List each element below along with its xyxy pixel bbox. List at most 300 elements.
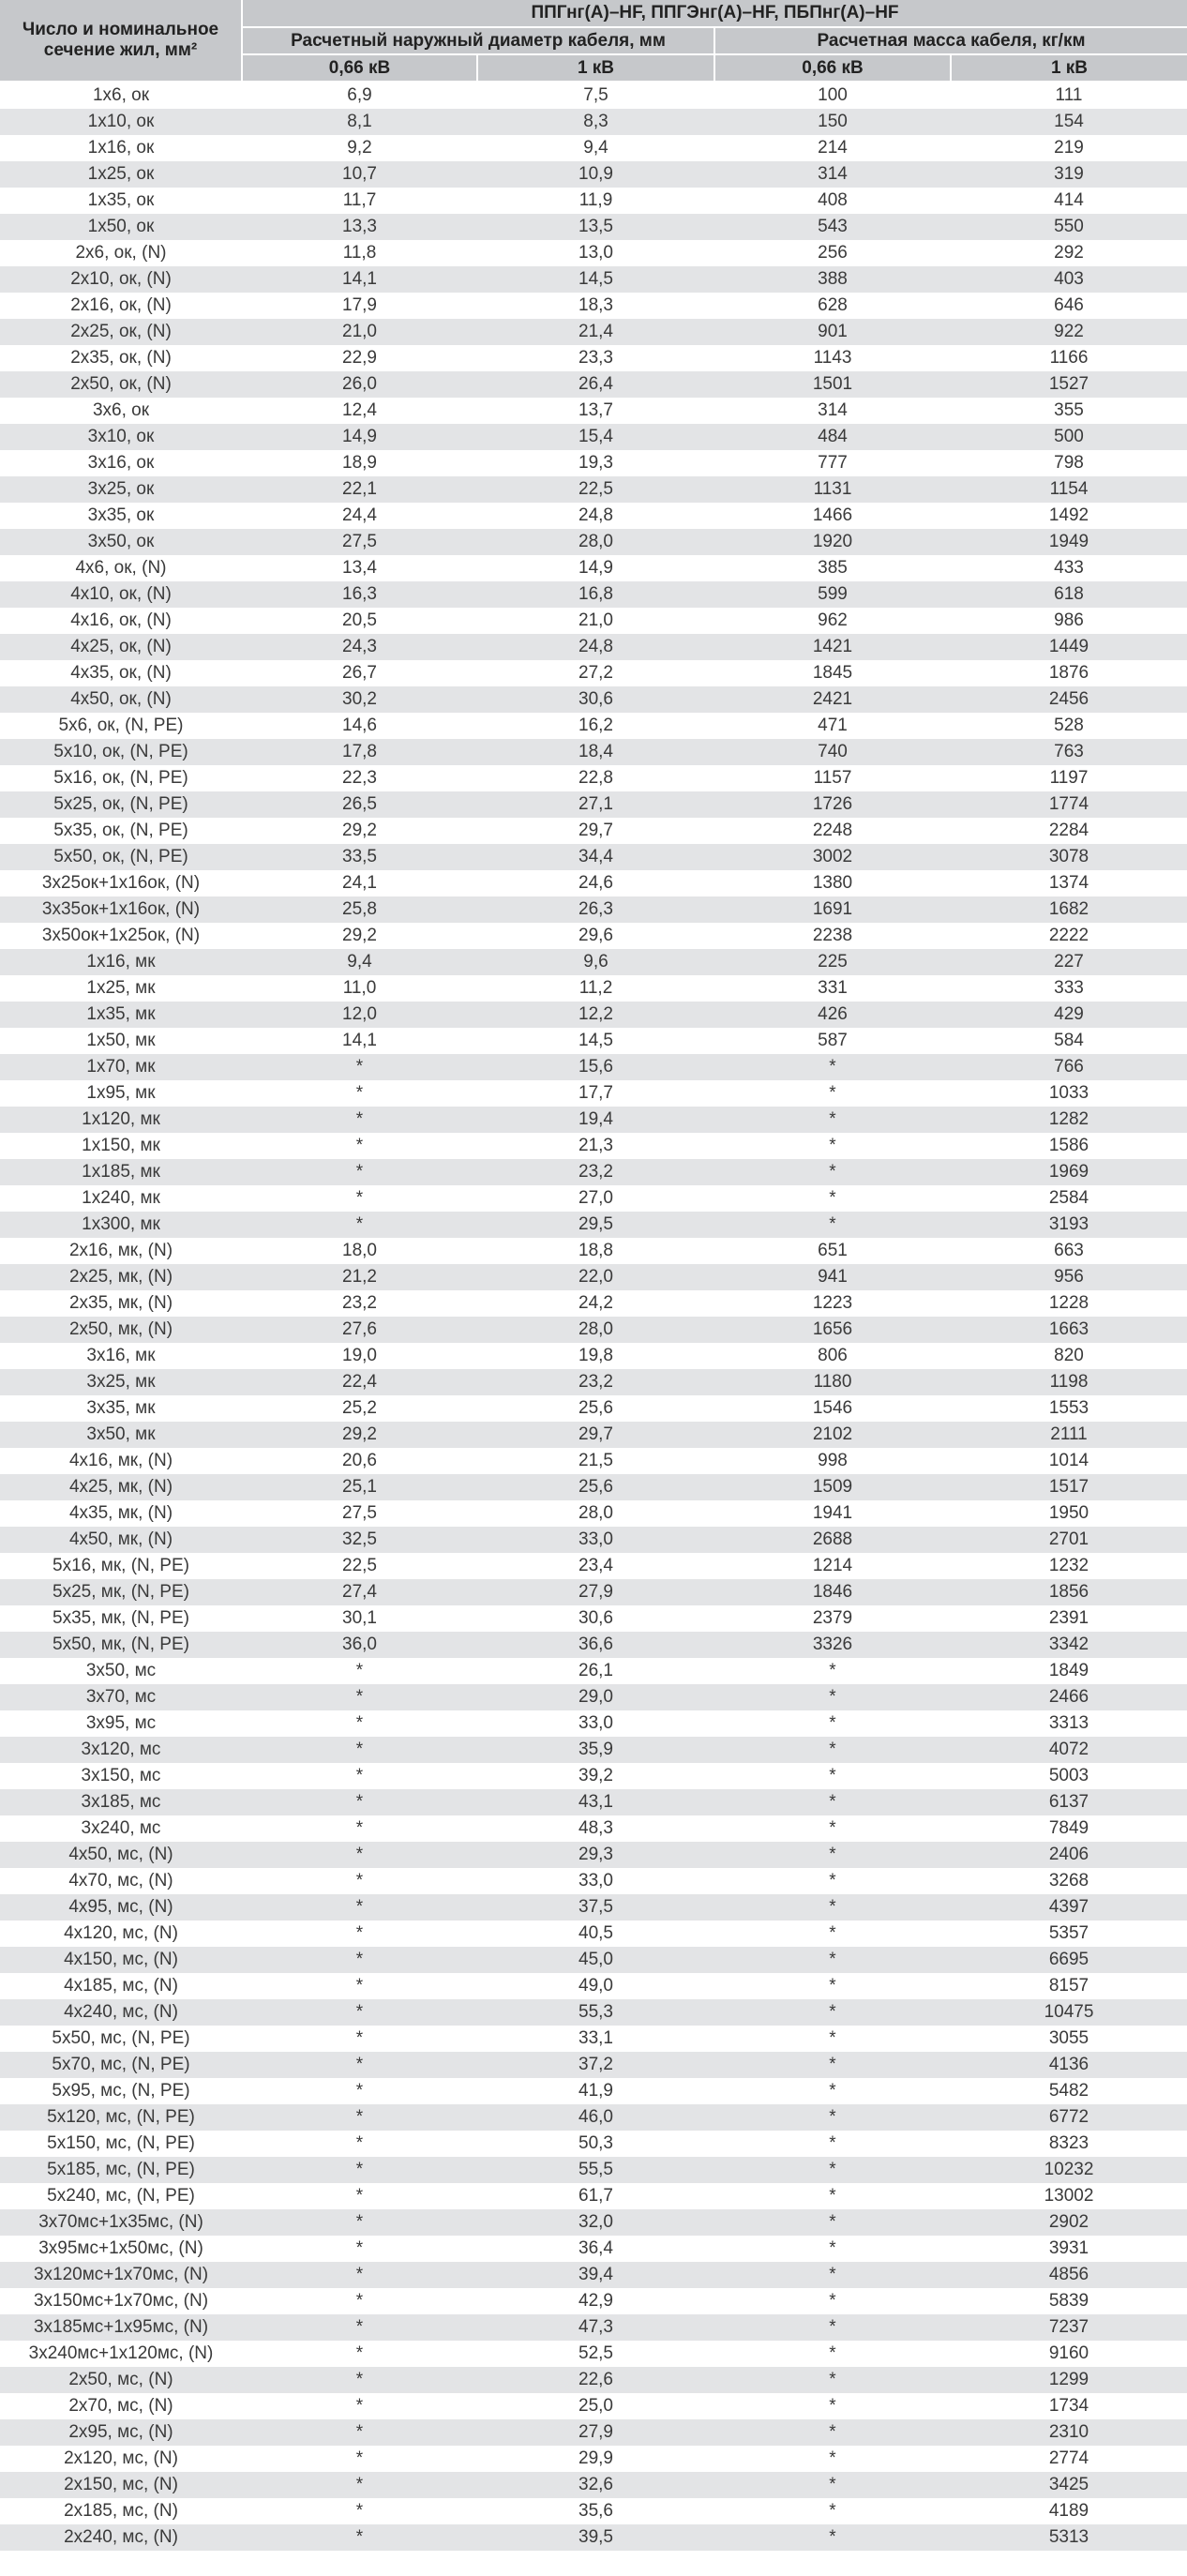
cable-section-cell: 1х25, ок — [0, 161, 242, 188]
diameter-066-cell: * — [242, 1054, 477, 1080]
diameter-1kv-cell: 16,2 — [477, 713, 714, 739]
mass-1kv-cell: 227 — [951, 949, 1187, 975]
diameter-1kv-cell: 24,2 — [477, 1290, 714, 1317]
table-row — [0, 214, 1187, 240]
mass-1kv-cell: 1586 — [951, 1133, 1187, 1159]
table-row — [0, 398, 1187, 424]
diameter-1kv-cell: 21,5 — [477, 1448, 714, 1474]
mass-1kv-cell: 3193 — [951, 1212, 1187, 1238]
table-row — [0, 1159, 1187, 1185]
diameter-1kv-cell: 40,5 — [477, 1921, 714, 1947]
mass-1kv-cell: 4072 — [951, 1737, 1187, 1763]
diameter-066-cell: * — [242, 1894, 477, 1921]
mass-1kv-cell: 2456 — [951, 686, 1187, 713]
cable-section-cell: 2х16, мк, (N) — [0, 1238, 242, 1264]
mass-header: Расчетная масса кабеля, кг/км — [714, 27, 1187, 54]
diameter-066-cell: 25,1 — [242, 1474, 477, 1500]
mass-066-cell: * — [714, 2209, 951, 2236]
table-row — [0, 1107, 1187, 1133]
mass-1kv-cell: 9160 — [951, 2341, 1187, 2367]
diameter-1kv-cell: 36,4 — [477, 2236, 714, 2262]
cable-section-cell: 2х120, мс, (N) — [0, 2446, 242, 2472]
diameter-066-cell: 21,2 — [242, 1264, 477, 1290]
mass-1kv-cell: 5482 — [951, 2078, 1187, 2104]
mass-066-cell: * — [714, 1710, 951, 1737]
cable-section-cell: 1х50, ок — [0, 214, 242, 240]
mass-066-cell: * — [714, 2314, 951, 2341]
cable-section-cell: 1х35, мк — [0, 1002, 242, 1028]
mass-1kv-cell: 528 — [951, 713, 1187, 739]
diameter-1kv-cell: 34,4 — [477, 844, 714, 870]
cable-section-cell: 3х6, ок — [0, 398, 242, 424]
table-row — [0, 713, 1187, 739]
table-row — [0, 1658, 1187, 1684]
table-row — [0, 1710, 1187, 1737]
mass-1kv-cell: 219 — [951, 135, 1187, 161]
mass-066-cell: 901 — [714, 319, 951, 345]
table-row — [0, 1054, 1187, 1080]
table-row — [0, 1343, 1187, 1369]
mass-066-cell: 2238 — [714, 923, 951, 949]
mass-066-cell: * — [714, 2183, 951, 2209]
cable-section-cell: 3х10, ок — [0, 424, 242, 450]
diameter-1kv-cell: 21,0 — [477, 608, 714, 634]
diameter-1kv-cell: 19,8 — [477, 1343, 714, 1369]
mass-066-cell: 3002 — [714, 844, 951, 870]
mass-066-cell: 225 — [714, 949, 951, 975]
cable-section-cell: 2х185, мс, (N) — [0, 2498, 242, 2524]
diameter-1kv-cell: 29,5 — [477, 1212, 714, 1238]
cable-section-cell: 3х240, мс — [0, 1815, 242, 1842]
diameter-066-cell: 26,0 — [242, 371, 477, 398]
mass-1kv-cell: 1774 — [951, 791, 1187, 818]
mass-1kv-cell: 986 — [951, 608, 1187, 634]
table-row — [0, 1395, 1187, 1422]
diameter-1kv-cell: 30,6 — [477, 1605, 714, 1632]
table-row — [0, 2472, 1187, 2498]
table-row — [0, 791, 1187, 818]
mass-066-cell: 2688 — [714, 1527, 951, 1553]
mass-066-cell: * — [714, 2419, 951, 2446]
cable-section-cell: 1х16, мк — [0, 949, 242, 975]
diameter-066-cell: 24,1 — [242, 870, 477, 896]
mass-1kv-cell: 2406 — [951, 1842, 1187, 1868]
diameter-066-cell: 29,2 — [242, 923, 477, 949]
cable-section-cell: 4х16, ок, (N) — [0, 608, 242, 634]
table-row — [0, 2078, 1187, 2104]
mass-1kv-cell: 429 — [951, 1002, 1187, 1028]
mass-1kv-cell: 1492 — [951, 503, 1187, 529]
diameter-1kv-cell: 29,0 — [477, 1684, 714, 1710]
diameter-066-cell: 27,4 — [242, 1579, 477, 1605]
diameter-1kv-cell: 23,3 — [477, 345, 714, 371]
diameter-066-cell: 9,2 — [242, 135, 477, 161]
table-row — [0, 739, 1187, 765]
diameter-1kv-cell: 24,8 — [477, 634, 714, 660]
table-row — [0, 1632, 1187, 1658]
cable-section-cell: 4х50, ок, (N) — [0, 686, 242, 713]
table-row — [0, 2314, 1187, 2341]
mass-1kv-cell: 5003 — [951, 1763, 1187, 1789]
table-row — [0, 2393, 1187, 2419]
table-row — [0, 1553, 1187, 1579]
diameter-1kv-cell: 27,9 — [477, 2419, 714, 2446]
mass-1kv-cell: 500 — [951, 424, 1187, 450]
mass-066-cell: * — [714, 2157, 951, 2183]
diameter-1kv-cell: 33,0 — [477, 1710, 714, 1737]
diameter-066-cell: 13,3 — [242, 214, 477, 240]
diameter-066-cell: * — [242, 1737, 477, 1763]
mass-066-cell: * — [714, 2393, 951, 2419]
table-row — [0, 135, 1187, 161]
cable-section-cell: 4х6, ок, (N) — [0, 555, 242, 581]
mass-066-cell: 331 — [714, 975, 951, 1002]
mass-1kv-cell: 2310 — [951, 2419, 1187, 2446]
mass-066-cell: * — [714, 2078, 951, 2104]
cable-section-cell: 2х35, мк, (N) — [0, 1290, 242, 1317]
cable-section-cell: 3х150мс+1х70мс, (N) — [0, 2288, 242, 2314]
table-row — [0, 371, 1187, 398]
diameter-1kv-cell: 19,4 — [477, 1107, 714, 1133]
diameter-1kv-cell: 16,8 — [477, 581, 714, 608]
mass-1kv-cell: 319 — [951, 161, 1187, 188]
diameter-1kv-cell: 21,4 — [477, 319, 714, 345]
mass-066-cell: * — [714, 1921, 951, 1947]
diameter-1kv-cell: 21,3 — [477, 1133, 714, 1159]
mass-1kv-cell: 798 — [951, 450, 1187, 476]
cable-section-cell: 3х16, ок — [0, 450, 242, 476]
diameter-1kv-cell: 27,2 — [477, 660, 714, 686]
cable-section-cell: 5х16, мк, (N, PE) — [0, 1553, 242, 1579]
diameter-1kv-cell: 22,0 — [477, 1264, 714, 1290]
diameter-066-cell: 8,1 — [242, 109, 477, 135]
mass-066-cell: 1380 — [714, 870, 951, 896]
diameter-066-cell: * — [242, 1763, 477, 1789]
diameter-066-cell: 11,0 — [242, 975, 477, 1002]
diameter-066-cell: * — [242, 1947, 477, 1973]
diameter-066-cell: * — [242, 1159, 477, 1185]
cable-section-cell: 1х150, мк — [0, 1133, 242, 1159]
diameter-066-cell: 17,9 — [242, 293, 477, 319]
diameter-1kv-cell: 25,6 — [477, 1474, 714, 1500]
mass-1kv-cell: 1876 — [951, 660, 1187, 686]
mass-1kv-cell: 403 — [951, 266, 1187, 293]
cable-section-cell: 3х70мс+1х35мс, (N) — [0, 2209, 242, 2236]
mass-066-cell: * — [714, 1763, 951, 1789]
cable-section-cell: 5х70, мс, (N, PE) — [0, 2052, 242, 2078]
table-row — [0, 949, 1187, 975]
table-row — [0, 818, 1187, 844]
diameter-1kv-cell: 24,8 — [477, 503, 714, 529]
diameter-066-cell: * — [242, 2131, 477, 2157]
diameter-1kv-cell: 26,3 — [477, 896, 714, 923]
cable-section-cell: 2х150, мс, (N) — [0, 2472, 242, 2498]
mass-066-cell: * — [714, 1868, 951, 1894]
table-row — [0, 923, 1187, 949]
cable-section-cell: 3х150, мс — [0, 1763, 242, 1789]
mass-1kv-cell: 6772 — [951, 2104, 1187, 2131]
mass-1kv-cell: 1856 — [951, 1579, 1187, 1605]
cable-section-cell: 4х50, мс, (N) — [0, 1842, 242, 1868]
mass-066-cell: * — [714, 2262, 951, 2288]
mass-066-cell: * — [714, 2446, 951, 2472]
diameter-066-cell: 26,5 — [242, 791, 477, 818]
diameter-066-cell: 36,0 — [242, 1632, 477, 1658]
mass-1kv-cell: 2701 — [951, 1527, 1187, 1553]
cable-section-cell: 5х50, ок, (N, PE) — [0, 844, 242, 870]
diameter-066-cell: * — [242, 2446, 477, 2472]
diameter-1kv-cell: 55,5 — [477, 2157, 714, 2183]
cable-section-cell: 5х35, мк, (N, PE) — [0, 1605, 242, 1632]
diameter-066-cell: * — [242, 1842, 477, 1868]
cable-section-cell: 1х50, мк — [0, 1028, 242, 1054]
mass-066-cell: 314 — [714, 398, 951, 424]
mass-1kv-cell: 1282 — [951, 1107, 1187, 1133]
cable-section-cell: 4х25, ок, (N) — [0, 634, 242, 660]
diameter-1kv-cell: 11,9 — [477, 188, 714, 214]
mass-066-cell: 2421 — [714, 686, 951, 713]
diameter-066-cell: * — [242, 1710, 477, 1737]
mass-1kv-cell: 13002 — [951, 2183, 1187, 2209]
mass-1kv-cell: 414 — [951, 188, 1187, 214]
mass-066-cell: 1223 — [714, 1290, 951, 1317]
mass-1kv-cell: 646 — [951, 293, 1187, 319]
table-row — [0, 2446, 1187, 2472]
mass-1kv-cell: 1734 — [951, 2393, 1187, 2419]
mass-066-cell: 599 — [714, 581, 951, 608]
cable-section-cell: 1х25, мк — [0, 975, 242, 1002]
table-row — [0, 424, 1187, 450]
mass-1kv-cell: 1198 — [951, 1369, 1187, 1395]
mass-066-cell: * — [714, 1658, 951, 1684]
mass-1kv-cell: 10475 — [951, 1999, 1187, 2026]
mass-1kv-cell: 1449 — [951, 634, 1187, 660]
mass-066-cell: * — [714, 2236, 951, 2262]
table-row — [0, 2498, 1187, 2524]
table-row — [0, 1815, 1187, 1842]
table-row — [0, 1605, 1187, 1632]
table-row — [0, 555, 1187, 581]
mass-066-cell: 1920 — [714, 529, 951, 555]
mass-1kv-cell: 5839 — [951, 2288, 1187, 2314]
table-row — [0, 844, 1187, 870]
mass-066-cell: * — [714, 2026, 951, 2052]
diameter-1kv-cell: 42,9 — [477, 2288, 714, 2314]
mass-066-cell: * — [714, 2498, 951, 2524]
table-row — [0, 2288, 1187, 2314]
cable-section-cell: 4х50, мк, (N) — [0, 1527, 242, 1553]
mass-066-cell: 1846 — [714, 1579, 951, 1605]
diameter-066-cell: 12,4 — [242, 398, 477, 424]
diameter-1kv-cell: 41,9 — [477, 2078, 714, 2104]
diameter-1kv-cell: 28,0 — [477, 1500, 714, 1527]
mass-1kv-cell: 584 — [951, 1028, 1187, 1054]
diameter-066-cell: 21,0 — [242, 319, 477, 345]
cable-section-cell: 2х6, ок, (N) — [0, 240, 242, 266]
mass-066-cell: 100 — [714, 82, 951, 109]
cable-section-cell: 1х6, ок — [0, 82, 242, 109]
diameter-066-cell: * — [242, 2026, 477, 2052]
mass-1kv-cell: 1950 — [951, 1500, 1187, 1527]
diameter-066-cell: * — [242, 2209, 477, 2236]
mass-066-cell: 388 — [714, 266, 951, 293]
mass-066-cell: 2379 — [714, 1605, 951, 1632]
cable-section-cell: 3х25ок+1х16ок, (N) — [0, 870, 242, 896]
diameter-1kv-cell: 17,7 — [477, 1080, 714, 1107]
diameter-1kv-cell: 27,1 — [477, 791, 714, 818]
table-row — [0, 1290, 1187, 1317]
mass-066-cell: 740 — [714, 739, 951, 765]
table-row — [0, 1789, 1187, 1815]
diameter-1kv-cell: 25,0 — [477, 2393, 714, 2419]
table-row — [0, 529, 1187, 555]
cable-section-cell: 5х35, ок, (N, PE) — [0, 818, 242, 844]
mass-1kv-cell: 1849 — [951, 1658, 1187, 1684]
cable-section-cell: 3х50, ок — [0, 529, 242, 555]
diameter-066-cell: 26,7 — [242, 660, 477, 686]
mass-1kv-cell: 5357 — [951, 1921, 1187, 1947]
diameter-066-cell: * — [242, 1868, 477, 1894]
diameter-1kv-cell: 39,4 — [477, 2262, 714, 2288]
mass-066-cell: 256 — [714, 240, 951, 266]
mass-1kv-cell: 3268 — [951, 1868, 1187, 1894]
table-row — [0, 2157, 1187, 2183]
mass-066-cell: * — [714, 2052, 951, 2078]
mass-1kv-cell: 1682 — [951, 896, 1187, 923]
diameter-066-cell: * — [242, 1684, 477, 1710]
mass-1kv-cell: 7849 — [951, 1815, 1187, 1842]
mass-1kv-cell: 2391 — [951, 1605, 1187, 1632]
mass-1kv-cell: 1197 — [951, 765, 1187, 791]
diameter-066-cell: 27,6 — [242, 1317, 477, 1343]
diameter-066-cell: 33,5 — [242, 844, 477, 870]
diameter-066-cell: * — [242, 2314, 477, 2341]
table-row — [0, 1737, 1187, 1763]
diameter-066-cell: 25,8 — [242, 896, 477, 923]
mass-066-cell: * — [714, 1080, 951, 1107]
diameter-1kv-cell: 35,6 — [477, 2498, 714, 2524]
cable-section-cell: 5х10, ок, (N, PE) — [0, 739, 242, 765]
diameter-066-cell: 29,2 — [242, 1422, 477, 1448]
mass-066-cell: * — [714, 2524, 951, 2551]
diameter-1kv-cell: 14,9 — [477, 555, 714, 581]
diameter-1kv-cell: 33,0 — [477, 1527, 714, 1553]
mass-066-cell: 2248 — [714, 818, 951, 844]
cable-section-cell: 1х35, ок — [0, 188, 242, 214]
diameter-1kv-cell: 29,7 — [477, 1422, 714, 1448]
mass-066-cell: 1143 — [714, 345, 951, 371]
diameter-066-cell: * — [242, 1973, 477, 1999]
table-row — [0, 581, 1187, 608]
cable-section-cell: 5х50, мс, (N, PE) — [0, 2026, 242, 2052]
mass-066-cell: * — [714, 2341, 951, 2367]
diameter-1kv-cell: 30,6 — [477, 686, 714, 713]
table-row — [0, 1763, 1187, 1789]
diameter-1kv-cell: 27,9 — [477, 1579, 714, 1605]
diameter-066-cell: * — [242, 1789, 477, 1815]
mass-066-cell: * — [714, 1185, 951, 1212]
diameter-066-cell: 27,5 — [242, 529, 477, 555]
mass-066-cell: 2102 — [714, 1422, 951, 1448]
mass-1kv-cell: 820 — [951, 1343, 1187, 1369]
mass-066-cell: 1180 — [714, 1369, 951, 1395]
table-row — [0, 266, 1187, 293]
diameter-1kv-cell: 22,8 — [477, 765, 714, 791]
diameter-1kv-cell: 32,6 — [477, 2472, 714, 2498]
mass-1kv-cell: 1663 — [951, 1317, 1187, 1343]
mass-1kv-cell: 1154 — [951, 476, 1187, 503]
diameter-1kv-cell: 52,5 — [477, 2341, 714, 2367]
mass-1kv-cell: 154 — [951, 109, 1187, 135]
mass-066-cell: 1941 — [714, 1500, 951, 1527]
diameter-header: Расчетный наружный диаметр кабеля, мм — [242, 27, 714, 54]
cable-section-cell: 1х120, мк — [0, 1107, 242, 1133]
table-row — [0, 345, 1187, 371]
diameter-066-cell: * — [242, 2524, 477, 2551]
mass-066-cell: * — [714, 1133, 951, 1159]
mass-1kv-cell: 292 — [951, 240, 1187, 266]
mass-1kv-cell: 111 — [951, 82, 1187, 109]
cable-section-cell: 2х50, мс, (N) — [0, 2367, 242, 2393]
diameter-066-cell: * — [242, 2367, 477, 2393]
cable-section-cell: 3х50ок+1х25ок, (N) — [0, 923, 242, 949]
mass-066-cell: 628 — [714, 293, 951, 319]
mass-066-cell: 651 — [714, 1238, 951, 1264]
cable-section-cell: 4х10, ок, (N) — [0, 581, 242, 608]
cable-section-cell: 4х16, мк, (N) — [0, 1448, 242, 1474]
mass-1kv-cell: 433 — [951, 555, 1187, 581]
diameter-066-cell: 18,9 — [242, 450, 477, 476]
table-row — [0, 1185, 1187, 1212]
table-row — [0, 1212, 1187, 1238]
mass-066-cell: * — [714, 2131, 951, 2157]
mass-1kv-cell: 956 — [951, 1264, 1187, 1290]
mass-1kv-cell: 1553 — [951, 1395, 1187, 1422]
diameter-066-cell: 20,5 — [242, 608, 477, 634]
diameter-1kv-cell: 32,0 — [477, 2209, 714, 2236]
cable-section-cell: 4х35, ок, (N) — [0, 660, 242, 686]
cable-section-cell: 4х25, мк, (N) — [0, 1474, 242, 1500]
table-row — [0, 2341, 1187, 2367]
diameter-1kv-cell: 22,6 — [477, 2367, 714, 2393]
table-row — [0, 1947, 1187, 1973]
cable-section-cell: 5х95, мс, (N, PE) — [0, 2078, 242, 2104]
table-row — [0, 82, 1187, 109]
diameter-1kv-cell: 29,3 — [477, 1842, 714, 1868]
mass-1kv-cell: 1232 — [951, 1553, 1187, 1579]
diameter-066-cell: 11,7 — [242, 188, 477, 214]
cable-section-cell: 4х185, мс, (N) — [0, 1973, 242, 1999]
cable-section-cell: 1х95, мк — [0, 1080, 242, 1107]
diameter-1kv-cell: 29,6 — [477, 923, 714, 949]
mass-1kv-cell: 2284 — [951, 818, 1187, 844]
diameter-1kv-header: 1 кВ — [477, 54, 714, 82]
mass-066-cell: 1421 — [714, 634, 951, 660]
mass-1kv-cell: 3313 — [951, 1710, 1187, 1737]
cable-section-cell: 2х25, мк, (N) — [0, 1264, 242, 1290]
diameter-066-cell: 22,4 — [242, 1369, 477, 1395]
diameter-1kv-cell: 26,1 — [477, 1658, 714, 1684]
cable-section-cell: 5х16, ок, (N, PE) — [0, 765, 242, 791]
diameter-066-cell: 22,3 — [242, 765, 477, 791]
cable-section-cell: 4х95, мс, (N) — [0, 1894, 242, 1921]
mass-1kv-cell: 5313 — [951, 2524, 1187, 2551]
mass-1kv-cell: 8323 — [951, 2131, 1187, 2157]
mass-066-cell: 1501 — [714, 371, 951, 398]
mass-1kv-cell: 2222 — [951, 923, 1187, 949]
cable-section-cell: 3х25, ок — [0, 476, 242, 503]
diameter-066-cell: 14,1 — [242, 266, 477, 293]
